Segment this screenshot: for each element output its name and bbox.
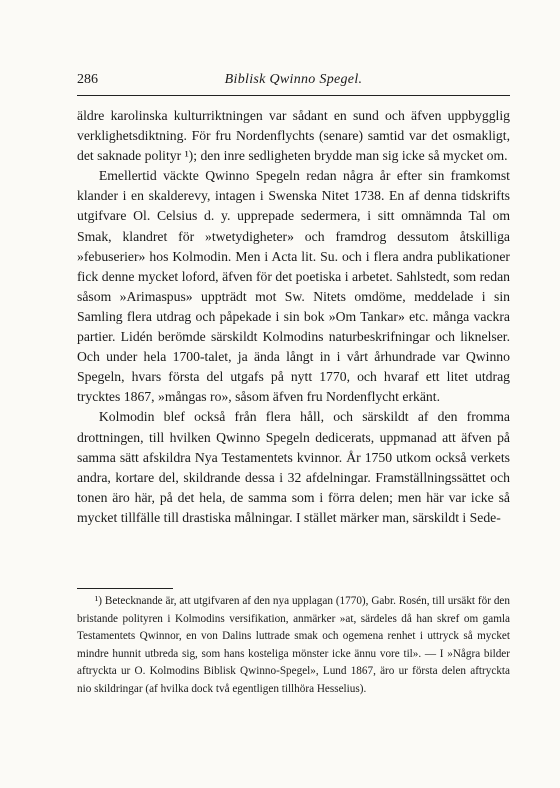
- body-text: [77, 106, 510, 528]
- page-header: [77, 72, 510, 94]
- paragraph-1: äldre karolinska kulturriktningen var sådant en sund och äfven uppbygglig verklighetsdiktning. För fru Nordenflychts (senare) samtid var det osmakligt, det saknade polityr ¹); den inre sedligheten brydde man sig icke så mycket om.: [77, 108, 510, 164]
- footnote: [77, 593, 510, 699]
- paragraph-2: Emellertid väckte Qwinno Spegeln redan några år efter sin framkomst klander i en skalderevy, intagen i Swenska Nitet 1738. En af denna tidskrifts utgifvare Ol. Celsius d. y. upprepade sedermera, i sitt omnämnda Tal om Smak, klandret för »twetydigheter» och framdrog dessutom åtskilliga »febuserier» hos Kolmodin. Men i Acta lit. Su. och i flera andra publikationer fick denne mycket loford, äfven för det poetiska i arbetet. Sahlstedt, som redan såsom »Arimaspus» uppträdt mot Sw. Nitets omdöme, meddelade i sin Samling flera utdrag och påpekade i sin bok »Om Tankar» etc. många vackra partier. Lidén berömde särskildt Kolmodins naturbeskrifningar och liknelser. Och under hela 1700-talet, ja ända långt in i vårt århundrade var Qwinno Spegeln, hvars första del utgafs på nytt 1770, och hvaraf ett litet utdrag trycktes 1867, »mångas ro», såsom äfven fru Nordenflycht erkänt.: [77, 168, 510, 405]
- running-title: Biblisk Qwinno Spegel.: [224, 72, 363, 87]
- footnote-text: ¹) Betecknande är, att utgifvaren af den nya upplagan (1770), Gabr. Rosén, till ursäkt för den bristande polityren i Kolmodins versifikation, anmärker »at, särdeles då han skref om gamla Testamentets Qwinnor, en von Dalins luttrade smak och ogemena renhet i uttryck så mycket mindre hunnit utbreda sig, som hans kosteliga mönster icke ännu vore til». — I »Några bilder aftryckta ur O. Kolmodins Biblisk Qwinno-Spegel», Lund 1867, äro ur första delen aftryckta nio skildringar (af hvilka dock två egentligen tillhöra Hesselius).: [77, 595, 510, 695]
- header-rule: [77, 95, 510, 96]
- paragraph-3: Kolmodin blef också från flera håll, och särskildt af den fromma drottningen, till hvilken Qwinno Spegeln dedicerats, uppmanad att äfven på samma sätt afskildra Nya Testamentets kvinnor. År 1750 utkom också verkets andra, kortare del, skildrande dessa i 32 afdelningar. Framställningssättet och tonen äro här, på det hela, de samma som i förra delen; men här var icke så mycket tillfälle till drastiska målningar. I stället märker man, särskildt i Sede-: [77, 409, 510, 525]
- page-number: 286: [77, 72, 98, 87]
- footnote-rule: [77, 588, 173, 589]
